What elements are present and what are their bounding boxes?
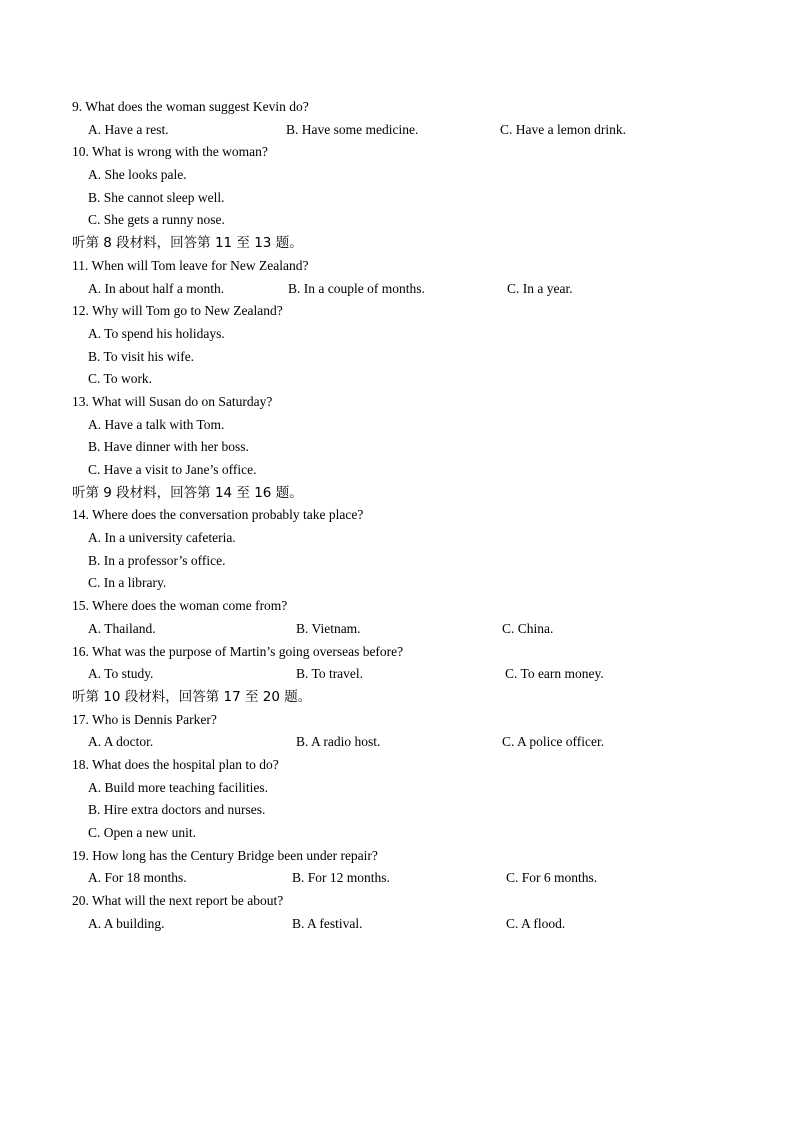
answer-option: C. She gets a runny nose. [88, 212, 225, 228]
answer-option: C. In a year. [507, 280, 573, 296]
section-instruction: 听第 10 段材料，回答第 17 至 20 题。 [72, 688, 312, 705]
answer-option: B. A radio host. [296, 734, 381, 750]
answer-option: B. In a couple of months. [288, 280, 425, 296]
answer-option: B. She cannot sleep well. [88, 189, 225, 205]
answer-options-row [0, 618, 794, 641]
answer-option: A. A doctor. [88, 734, 154, 750]
question-text: 12. Why will Tom go to New Zealand? [72, 303, 283, 319]
answer-options-row [0, 731, 794, 754]
answer-options-row [0, 663, 794, 686]
answer-option: B. In a professor’s office. [88, 552, 226, 568]
question-text: 15. Where does the woman come from? [72, 598, 288, 614]
answer-option: C. Have a visit to Jane’s office. [88, 462, 257, 477]
answer-option: B. Vietnam. [296, 620, 361, 636]
answer-option: C. For 6 months. [506, 870, 598, 886]
exam-page [0, 96, 794, 935]
answer-option: C. In a library. [88, 575, 167, 591]
answer-option: A. A building. [88, 915, 165, 931]
answer-option: B. Hire extra doctors and nurses. [88, 802, 266, 818]
answer-option: A. Have a rest. [88, 121, 169, 137]
question-text: 19. How long has the Century Bridge been under repair? [72, 847, 378, 863]
answer-options-row [0, 119, 794, 142]
question-text: 18. What does the hospital plan to do? [72, 756, 279, 772]
answer-option: B. To travel. [296, 666, 364, 682]
answer-options-row [0, 867, 794, 890]
answer-option: A. To spend his holidays. [88, 325, 225, 341]
answer-option: C. A flood. [506, 915, 566, 931]
answer-option: A. In about half a month. [88, 280, 225, 296]
question-text: 20. What will the next report be about? [72, 893, 284, 909]
answer-option: B. To visit his wife. [88, 348, 195, 364]
answer-option: B. Have some medicine. [286, 121, 419, 137]
answer-option: A. Have a talk with Tom. [88, 416, 225, 432]
answer-option: C. A police officer. [502, 734, 605, 750]
question-text: 16. What was the purpose of Martin’s going overseas before? [72, 643, 404, 659]
answer-option: B. A festival. [292, 915, 363, 931]
answer-option: A. For 18 months. [88, 870, 187, 886]
answer-option: C. To work. [88, 371, 153, 387]
question-text: 9. What does the woman suggest Kevin do? [72, 99, 309, 114]
answer-options-row [0, 913, 794, 936]
answer-options-row [0, 278, 794, 301]
section-instruction: 听第 9 段材料，回答第 14 至 16 题。 [72, 484, 303, 501]
answer-option: B. For 12 months. [292, 870, 390, 886]
answer-option: C. Have a lemon drink. [500, 121, 626, 137]
answer-option: B. Have dinner with her boss. [88, 439, 249, 455]
answer-option: A. She looks pale. [88, 167, 187, 183]
answer-option: C. Open a new unit. [88, 825, 196, 840]
question-text: 10. What is wrong with the woman? [72, 144, 268, 160]
question-text: 11. When will Tom leave for New Zealand? [72, 257, 309, 273]
answer-option: A. Thailand. [88, 620, 156, 636]
answer-option: A. In a university cafeteria. [88, 530, 236, 546]
question-text: 13. What will Susan do on Saturday? [72, 393, 273, 409]
answer-option: C. To earn money. [505, 666, 604, 682]
answer-option: A. Build more teaching facilities. [88, 779, 268, 795]
question-text: 14. Where does the conversation probably take place? [72, 507, 364, 523]
answer-option: A. To study. [88, 666, 154, 682]
question-text: 17. Who is Dennis Parker? [72, 711, 217, 727]
section-instruction: 听第 8 段材料，回答第 11 至 13 题。 [72, 235, 303, 252]
answer-option: C. China. [502, 620, 554, 636]
